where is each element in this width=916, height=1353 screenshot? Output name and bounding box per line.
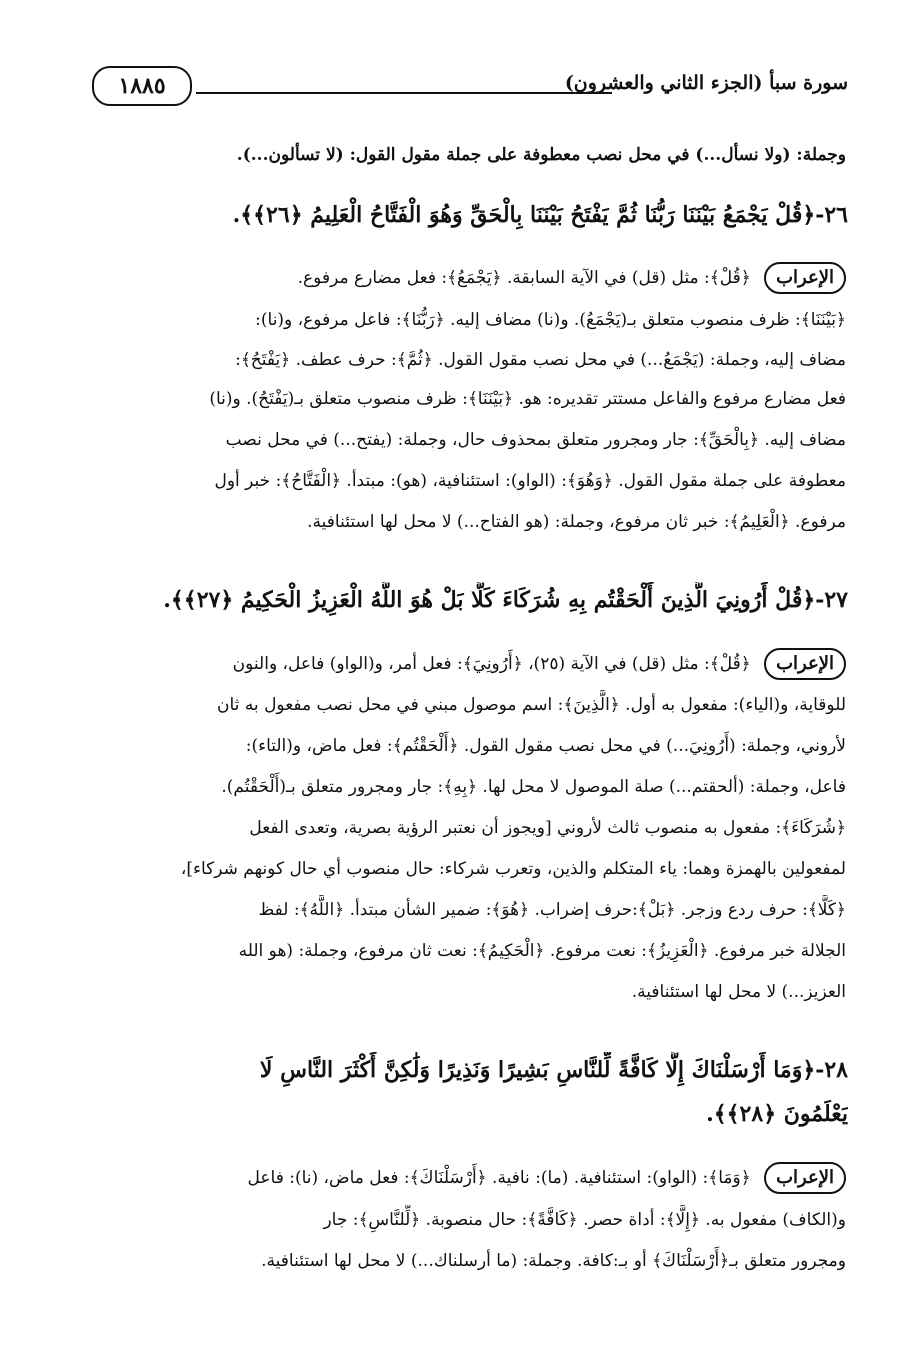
irab26-line-4: فعل مضارع مرفوع والفاعل مستتر تقديره: هو. ﴿بَيْنَنَا﴾: ظرف منصوب متعلق بـ(يَفْتَحُ). و(نا)	[209, 389, 846, 409]
irab-text: ﴿قُلْ﴾: مثل (قل) في الآية (٢٥)، ﴿أَرُونِيَ﴾: فعل أمر، و(الواو) فاعل، والنون	[232, 654, 751, 674]
irab27-line-2: للوقاية، و(الياء): مفعول به أول. ﴿الَّذِينَ﴾: اسم موصول مبني في محل نصب مفعول به ثان	[217, 695, 846, 715]
intro-line: وجملة: (ولا نسأل...) في محل نصب معطوفة على جملة مقول القول: (لا تسألون...).	[236, 145, 846, 165]
irab-text: ﴿قُلْ﴾: مثل (قل) في الآية السابقة. ﴿يَجْمَعُ﴾: فعل مضارع مرفوع.	[297, 268, 751, 288]
irab27-line-8: الجلالة خبر مرفوع. ﴿الْعَزِيزُ﴾: نعت مرفوع. ﴿الْحَكِيمُ﴾: نعت ثان مرفوع، وجملة: (هو الله	[238, 941, 846, 961]
irab26-line-5: مضاف إليه. ﴿بِالْحَقِّ﴾: جار ومجرور متعلق بمحذوف حال، وجملة: (يفتح...) في محل نصب	[225, 430, 846, 450]
irab27-line-6: لمفعولين بالهمزة وهما: ياء المتكلم والذين، وتعرب شركاء: حال منصوب أي حال كونهم شركاء]،	[180, 859, 846, 879]
verse-28-line-2: يَعْلَمُونَ ﴿٢٨﴾﴾.	[706, 1101, 848, 1127]
irab26-line-7: مرفوع. ﴿الْعَلِيمُ﴾: خبر ثان مرفوع، وجملة: (هو الفتاح...) لا محل لها استئنافية.	[307, 512, 846, 532]
irab-label: الإعراب	[764, 648, 846, 680]
irab-text: ﴿وَمَا﴾: (الواو): استئنافية. (ما): نافية. ﴿أَرْسَلْنَاكَ﴾: فعل ماض، (نا): فاعل	[247, 1168, 751, 1188]
irab27-line-5: ﴿شُرَكَاءَ﴾: مفعول به منصوب ثالث لأروني [ويجوز أن نعتبر الرؤية بصرية، وتعدى الفعل	[249, 818, 846, 838]
irab-label: الإعراب	[764, 262, 846, 294]
irab27-line-4: فاعل، وجملة: (ألحقتم...) صلة الموصول لا محل لها. ﴿بِهِ﴾: جار ومجرور متعلق بـ(أَلْحَقْتُم).	[221, 777, 846, 797]
irab27-line-7: ﴿كَلَّا﴾: حرف ردع وزجر. ﴿بَلْ﴾:حرف إضراب. ﴿هُوَ﴾: ضمير الشأن مبتدأ. ﴿اللَّهُ﴾: لفظ	[258, 900, 846, 920]
irab27-line-3: لأروني، وجملة: (أَرُونِيَ...) في محل نصب مقول القول. ﴿أَلْحَقْتُم﴾: فعل ماض، و(التاء):	[245, 736, 846, 756]
irab-label: الإعراب	[764, 1162, 846, 1194]
irab26-line-1	[84, 262, 846, 294]
irab27-line-9: العزيز...) لا محل لها استئنافية.	[631, 982, 846, 1002]
page-header	[84, 62, 848, 112]
verse-27: ٢٧-﴿قُلْ أَرُونِيَ الَّذِينَ أَلْحَقْتُم بِهِ شُرَكَاءَ كَلَّا بَلْ هُوَ اللَّهُ الْعَزِيزُ الْحَكِيمُ ﴿٢٧﴾﴾.	[163, 587, 848, 613]
irab26-line-2: ﴿بَيْنَنَا﴾: ظرف منصوب متعلق بـ(يَجْمَعُ). و(نا) مضاف إليه. ﴿رَبُّنَا﴾: فاعل مرفوع، و(نا):	[255, 310, 846, 330]
verse-26: ٢٦-﴿قُلْ يَجْمَعُ بَيْنَنَا رَبُّنَا ثُمَّ يَفْتَحُ بَيْنَنَا بِالْحَقِّ وَهُوَ الْفَتَّاحُ الْعَلِيمُ ﴿٢٦﴾﴾.	[232, 202, 848, 228]
header-rule	[196, 92, 612, 94]
irab28-line-3: ومجرور متعلق بـ﴿أَرْسَلْنَاكَ﴾ أو بـ:كافة. وجملة: (ما أرسلناك...) لا محل لها استئنافية.	[261, 1251, 846, 1271]
irab26-line-3: مضاف إليه، وجملة: (يَجْمَعُ...) في محل نصب مقول القول. ﴿ثُمَّ﴾: حرف عطف. ﴿يَفْتَحُ﴾:	[235, 350, 846, 370]
irab26-line-6: معطوفة على جملة مقول القول. ﴿وَهُوَ﴾: (الواو): استئنافية، (هو): مبتدأ. ﴿الْفَتَّاحُ﴾: خبر أول	[214, 471, 846, 491]
irab28-line-2: و(الكاف) مفعول به. ﴿إِلَّا﴾: أداة حصر. ﴿كَافَّةً﴾: حال منصوبة. ﴿لِّلنَّاسِ﴾: جار	[323, 1210, 846, 1230]
page-number: ١٨٨٥	[92, 66, 192, 106]
header-title: سورة سبأ (الجزء الثاني والعشرون)	[564, 72, 848, 94]
irab27-line-1	[84, 648, 846, 680]
verse-28-line-1: ٢٨-﴿وَمَا أَرْسَلْنَاكَ إِلَّا كَافَّةً لِّلنَّاسِ بَشِيرًا وَنَذِيرًا وَلَٰكِنَّ أَكْثَرَ النَّاسِ لَا	[259, 1057, 848, 1083]
irab28-line-1	[84, 1162, 846, 1194]
